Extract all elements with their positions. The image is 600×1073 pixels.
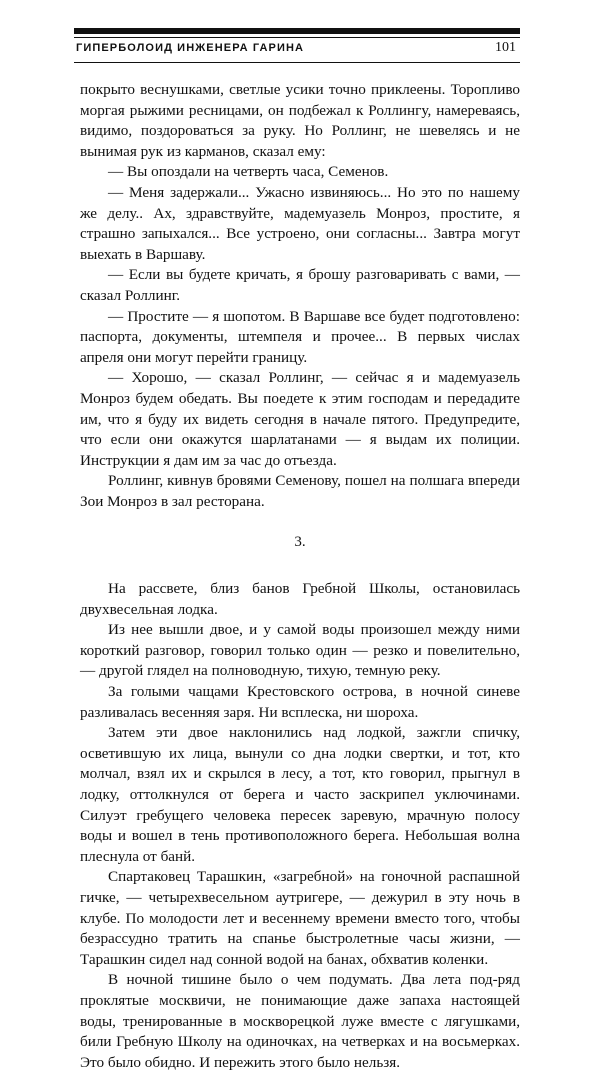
paragraph: На рассвете, близ банов Гребной Школы, остановилась двухвесельная лодка. — [80, 580, 520, 618]
paragraph: Затем эти двое наклонились над лодкой, зажгли спичку, осветившую их лица, вынули со дна лодки свертки, и тот, кто молчал, взял их и скрылся в лесу, а тот, кто говорил, прыгнул в лодку, оттолкнулся от берега и часто заскрипел уключинами. Силуэт гребущего человека пересек заревую, мрачную полосу воды и вошел в тень противоположного берега. Небольшая волна плеснула от банй. — [80, 724, 520, 865]
paragraph: Из нее вышли двое, и у самой воды произошел между ними короткий разговор, говорил только один — резко и повелительно, — другой глядел на полноводную, тихую, темную реку. — [80, 621, 520, 680]
paragraph: — Меня задержали... Ужасно извиняюсь... Но это по нашему же делу.. Ах, здравствуйте, мадемуазель Монроз, простите, я страшно запыхался... Все устроено, они согласны... Завтра могут выехать в Варшаву. — [80, 183, 520, 263]
paragraph: — Простите — я шопотом. В Варшаве все будет подготовлено: паспорта, документы, штемпеля и прочее... В первых числах апреля они могут перейти границу. — [80, 307, 520, 366]
chapter-number: 3. — [294, 534, 306, 551]
paragraph: Спартаковец Тарашкин, «загребной» на гоночной распашной гичке, — четырехвесельном аутригере, — дежурил в эту ночь в клубе. По молодости лет и весеннему времени вместо того, чтобы безрассудно тратить на спанье быстролетные часы жизни, — Тарашкин сидел над сонной водой на банах, обхватив коленки. — [80, 868, 520, 968]
paragraph: — Если вы будете кричать, я брошу разговаривать с вами, — сказал Роллинг. — [80, 266, 520, 304]
paragraph: — Хорошо, — сказал Роллинг, — сейчас я и мадемуазель Монроз будем обедать. Вы поедете к этим господам и передадите им, что я буду их видеть сегодня в начале пятого. Предупредите, что если они окажутся шарлатанами — я выдам их полиции. Инструкции я дам им за час до отъезда. — [80, 369, 520, 469]
header-rule-thin — [74, 37, 520, 38]
running-title: ГИПЕРБОЛОИД ИНЖЕНЕРА ГАРИНА — [76, 42, 305, 54]
paragraph: За голыми чащами Крестовского острова, в ночной синеве разливалась весенняя заря. Ни всплеска, ни шороха. — [80, 683, 520, 721]
paragraph: покрыто веснушками, светлые усики точно приклеены. Торопливо моргая рыжими ресницами, он подбежал к Роллингу, намереваясь, видимо, поздороваться за руку. Но Роллинг, не шевелясь и не вынимая рук из карманов, сказал ему: — [80, 81, 520, 160]
header-rule-thick — [74, 28, 520, 34]
body-text — [80, 80, 520, 1073]
page-number: 101 — [495, 40, 516, 55]
paragraph: Роллинг, кивнув бровями Семенову, пошел на полшага впереди Зои Монроз в зал ресторана. — [80, 472, 520, 510]
running-header — [74, 28, 520, 64]
paragraph: В ночной тишине было о чем подумать. Два лета под-ряд проклятые москвичи, не понимающие даже запаха настоящей воды, тренированные в москворецкой луже вместе с лягушками, били Гребную Школу на одиночках, на четверках и на восьмерках. Это было обидно. И пережить этого было нельзя. — [80, 971, 520, 1071]
paragraph: — Вы опоздали на четверть часа, Семенов. — [108, 163, 389, 181]
header-rule-bottom — [74, 62, 520, 63]
